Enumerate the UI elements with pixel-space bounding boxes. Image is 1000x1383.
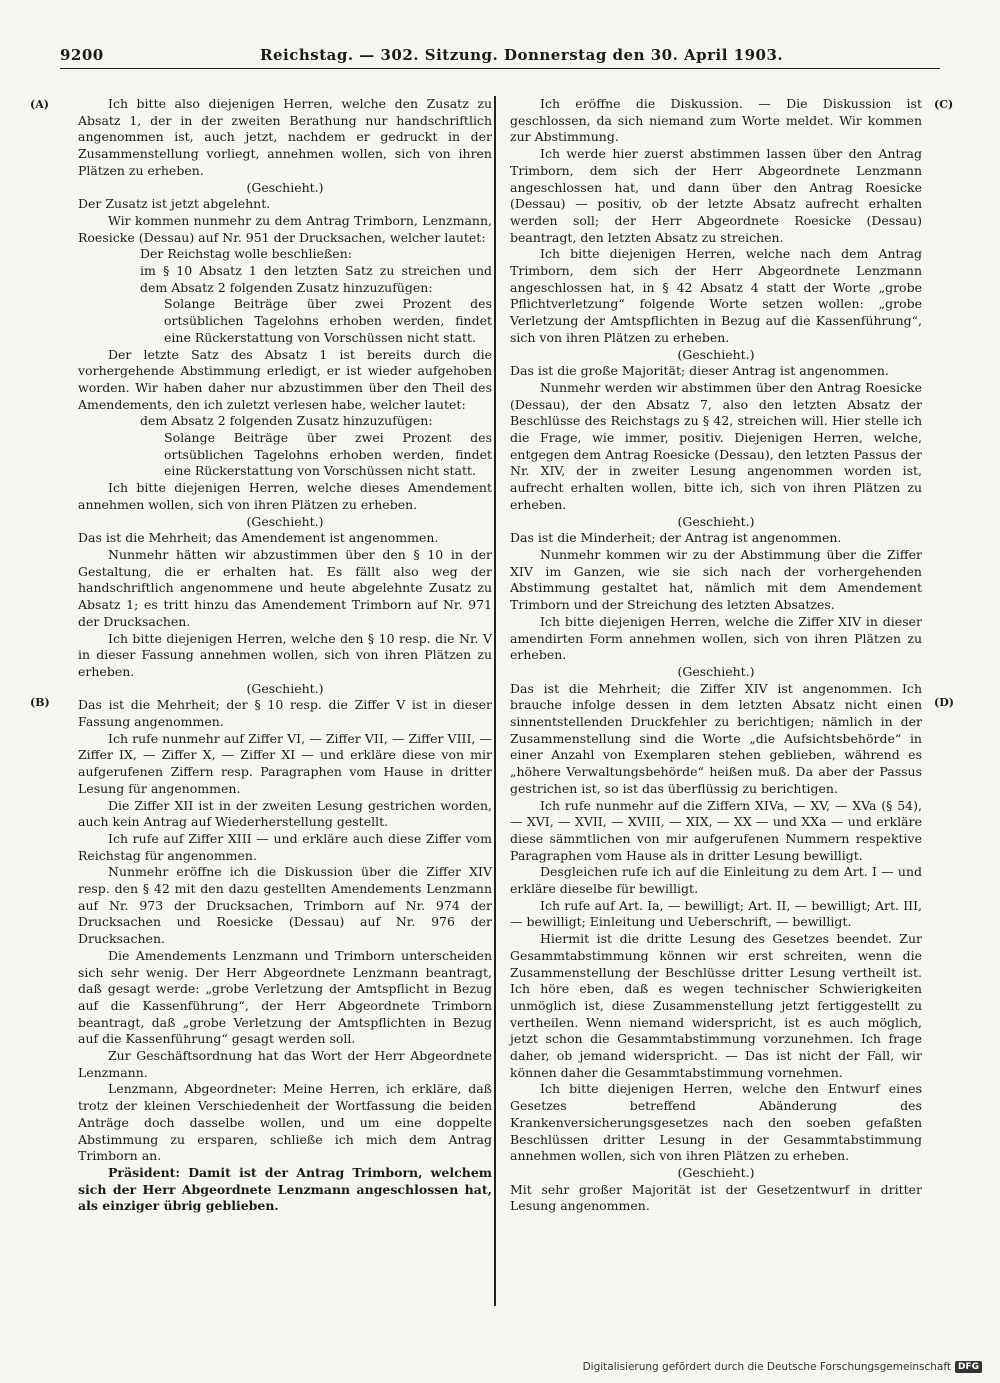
paragraph: Nunmehr werden wir abstimmen über den Antrag Roesicke (Dessau), der den Absatz 7, also den letzten Absatz der Beschlüsse des Reichstags zu § 42, streichen will. Hier stelle ich die Frage, wie immer, positiv. Diejenigen Herren, welche, entgegen dem Antrag Roesicke (Dessau), den letzten Passus der Nr. XIV, der in zweiter Lesung angenommen worden ist, aufrecht erhalten wollen, bitte ich, sich von ihren Plätzen zu erheben. bbox=[510, 379, 922, 512]
digitization-footer bbox=[583, 1361, 982, 1373]
paragraph: Der Zusatz ist jetzt abgelehnt. bbox=[78, 196, 271, 212]
paragraph: Ich rufe nunmehr auf Ziffer VI, — Ziffer VII, — Ziffer VIII, — Ziffer IX, — Ziffer X, — Ziffer XI — und erkläre diese von mir aufgerufenen Ziffern resp. Paragraphen vom Hause in dritter Lesung für angenommen. bbox=[78, 730, 492, 796]
paragraph: Wir kommen nunmehr zu dem Antrag Trimborn, Lenzmann, Roesicke (Dessau) auf Nr. 951 der Drucksachen, welcher lautet: bbox=[78, 212, 492, 245]
stage-direction: (Geschieht.) bbox=[677, 1165, 755, 1180]
margin-mark-a: (A) bbox=[30, 98, 49, 111]
stage-direction: (Geschieht.) bbox=[677, 663, 755, 679]
paragraph: Ich eröffne die Diskussion. — Die Diskussion ist geschlossen, da sich niemand zum Worte meldet. Wir kommen zur Abstimmung. bbox=[510, 96, 922, 145]
motion-quote: dem Absatz 2 folgenden Zusatz hinzuzufügen: bbox=[140, 413, 433, 429]
paragraph: Ich rufe nunmehr auf die Ziffern XIVa, — XV, — XVa (§ 54), — XVI, — XVII, — XVIII, — XIX, — XX — und XXa — und erkläre diese sämmtlichen von mir aufgerufenen Nummern respektive Paragraphen vom Hause als in dritter Lesung bewilligt. bbox=[510, 797, 922, 863]
right-column bbox=[510, 96, 922, 1215]
dfg-logo-icon: DFG bbox=[955, 1361, 982, 1373]
paragraph: Ich rufe auf Ziffer XIII — und erkläre auch diese Ziffer vom Reichstag für angenommen. bbox=[78, 830, 492, 863]
paragraph: Die Amendements Lenzmann und Trimborn unterscheiden sich sehr wenig. Der Herr Abgeordnete Lenzmann beantragt, daß gesagt werde: „grobe Verletzung der Amtspflicht in Bezug auf die Kassenführung“, der Herr Abgeordnete Trimborn beantragt, daß „grobe Verletzung der Amtspflichten in Bezug auf die Kassenführung“ gesagt werden soll. bbox=[78, 947, 492, 1047]
motion-quote: Solange Beiträge über zwei Prozent des ortsüblichen Tagelohns erhoben werden, findet eine Rückerstattung von Vorschüssen nicht statt. bbox=[164, 296, 492, 345]
paragraph: Ich bitte diejenigen Herren, welche die Ziffer XIV in dieser amendirten Form annehmen wollen, sich von ihren Plätzen zu erheben. bbox=[510, 613, 922, 663]
paragraph: Ich rufe auf Art. Ia, — bewilligt; Art. II, — bewilligt; Art. III, — bewilligt; Einleitung und Ueberschrift, — bewilligt. bbox=[510, 897, 922, 930]
paragraph: Ich bitte diejenigen Herren, welche den Entwurf eines Gesetzes betreffend Abänderung des Krankenversicherungsgesetzes nach den soeben gefaßten Beschlüssen dritter Lesung in der Gesammtabstimmung annehmen wollen, sich von ihren Plätzen zu erheben. bbox=[510, 1081, 922, 1164]
stage-direction: (Geschieht.) bbox=[246, 513, 324, 529]
column-divider bbox=[494, 96, 496, 1306]
paragraph: Ich bitte also diejenigen Herren, welche den Zusatz zu Absatz 1, der in der zweiten Berathung nur handschriftlich angenommen ist, auch jetzt, nachdem er gedruckt in der Zusammenstellung vorliegt, annehmen wollen, sich von ihren Plätzen zu erheben. bbox=[78, 96, 492, 178]
paragraph: Das ist die Mehrheit; der § 10 resp. die Ziffer V ist in dieser Fassung angenommen. bbox=[78, 697, 492, 730]
paragraph: Der letzte Satz des Absatz 1 ist bereits durch die vorhergehende Abstimmung erledigt, er ist wieder aufgehoben worden. Wir haben daher nur abzustimmen über den Theil des Amendements, den ich zuletzt verlesen habe, welcher lautet: bbox=[78, 346, 492, 412]
paragraph: Nunmehr eröffne ich die Diskussion über die Ziffer XIV resp. den § 42 mit den dazu gestellten Amendements Lenzmann auf Nr. 973 der Drucksachen, Trimborn auf Nr. 974 der Drucksachen und Roesicke (Dessau) auf Nr. 976 der Drucksachen. bbox=[78, 864, 492, 947]
footer-text: Digitalisierung gefördert durch die Deutsche Forschungsgemeinschaft bbox=[582, 1361, 951, 1373]
paragraph: Zur Geschäftsordnung hat das Wort der Herr Abgeordnete Lenzmann. bbox=[78, 1048, 492, 1080]
speech-lenzmann: Lenzmann, Abgeordneter: Meine Herren, ich erkläre, daß trotz der kleinen Verschiedenheit der Wortfassung die beiden Anträge doch dasselbe wollen, und um eine doppelte Abstimmung zu ersparen, schließe ich mich dem Antrag Trimborn an. bbox=[78, 1081, 492, 1164]
stage-direction: (Geschieht.) bbox=[677, 346, 755, 362]
margin-mark-b: (B) bbox=[30, 696, 50, 709]
paragraph: Ich bitte diejenigen Herren, welche nach dem Antrag Trimborn, dem sich der Herr Abgeordnete Lenzmann angeschlossen hat, in § 42 Absatz 4 statt der Worte „grobe Pflichtverletzung“ folgende Worte setzen wollen: „grobe Verletzung der Amtspflichten in Bezug auf die Kassenführung“, sich von ihren Plätzen zu erheben. bbox=[510, 246, 922, 345]
running-title: Reichstag. — 302. Sitzung. Donnerstag den 30. April 1903. bbox=[260, 46, 784, 64]
header-rule bbox=[60, 68, 940, 69]
paragraph: Das ist die Mehrheit; das Amendement ist angenommen. bbox=[78, 530, 439, 546]
stage-direction: (Geschieht.) bbox=[246, 179, 324, 195]
paragraph: Nunmehr kommen wir zu der Abstimmung über die Ziffer XIV im Ganzen, wie sie sich nach der vorhergehenden Abstimmung gestaltet hat, nämlich mit dem Amendement Trimborn und der Streichung des letzten Absatzes. bbox=[510, 546, 922, 613]
paragraph: Ich bitte diejenigen Herren, welche den § 10 resp. die Nr. V in dieser Fassung annehmen wollen, sich von ihren Plätzen zu erheben. bbox=[78, 630, 492, 679]
motion-quote: Der Reichstag wolle beschließen: bbox=[140, 246, 352, 262]
paragraph: Ich bitte diejenigen Herren, welche dieses Amendement annehmen wollen, sich von ihren Plätzen zu erheben. bbox=[78, 480, 492, 512]
paragraph: Mit sehr großer Majorität ist der Gesetzentwurf in dritter Lesung angenommen. bbox=[510, 1181, 922, 1214]
paragraph: Desgleichen rufe ich auf die Einleitung zu dem Art. I — und erkläre dieselbe für bewilligt. bbox=[510, 864, 922, 897]
paragraph: Das ist die Mehrheit; die Ziffer XIV ist angenommen. Ich brauche infolge dessen in dem letzten Absatz nicht einen sinnentstellenden Druckfehler zu berichtigen; nämlich in der Zusammenstellung sind die Worte „die Aufsichtsbehörde“ in einer Anzahl von Exemplaren stehen geblieben, während es „höhere Verwaltungsbehörde“ heißen muß. Da aber der Passus gestrichen ist, so ist das überflüssig zu berichtigen. bbox=[510, 680, 922, 796]
motion-quote: im § 10 Absatz 1 den letzten Satz zu streichen und dem Absatz 2 folgenden Zusatz hinzuzufügen: bbox=[140, 263, 492, 295]
paragraph: Nunmehr hätten wir abzustimmen über den § 10 in der Gestaltung, die er erhalten hat. Es fällt also weg der handschriftlich angenommene und heute abgelehnte Zusatz zu Absatz 1; es tritt hinzu das Amendement Trimborn auf Nr. 971 der Drucksachen. bbox=[78, 546, 492, 629]
paragraph: Ich werde hier zuerst abstimmen lassen über den Antrag Trimborn, dem sich der Herr Abgeordnete Lenzmann angeschlossen hat, und dann über den Antrag Roesicke (Dessau) — positiv, ob der letzte Absatz aufrecht erhalten werden soll; der Herr Abgeordnete Roesicke (Dessau) beantragt, den letzten Absatz zu streichen. bbox=[510, 146, 922, 245]
margin-mark-c: (C) bbox=[934, 98, 954, 111]
stage-direction: (Geschieht.) bbox=[246, 680, 324, 696]
paragraph: Die Ziffer XII ist in der zweiten Lesung gestrichen worden, auch kein Antrag auf Wiederherstellung gestellt. bbox=[78, 797, 492, 830]
left-column bbox=[78, 96, 492, 1215]
page-number: 9200 bbox=[60, 46, 104, 64]
motion-quote: Solange Beiträge über zwei Prozent des ortsüblichen Tagelohns erhoben werden, findet eine Rückerstattung von Vorschüssen nicht statt. bbox=[164, 430, 492, 479]
margin-mark-d: (D) bbox=[934, 696, 954, 709]
page-header bbox=[60, 46, 940, 72]
paragraph: Hiermit ist die dritte Lesung des Gesetzes beendet. Zur Gesammtabstimmung können wir erst schreiten, wenn die Zusammenstellung der Beschlüsse dritter Lesung vertheilt ist. Ich höre eben, daß es wegen technischer Schwierigkeiten unmöglich ist, diese Zusammenstellung jetzt fertiggestellt zu vertheilen. Wenn niemand widerspricht, ist es auch möglich, jetzt schon die Gesammtabstimmung vorzunehmen. Ich frage daher, ob jemand widerspricht. — Das ist nicht der Fall, wir können daher die Gesammtabstimmung vornehmen. bbox=[510, 931, 922, 1080]
paragraph: Das ist die große Majorität; dieser Antrag ist angenommen. bbox=[510, 363, 889, 379]
speech-praesident: Präsident: Damit ist der Antrag Trimborn, welchem sich der Herr Abgeordnete Lenzmann angeschlossen hat, als einziger übrig geblieben. bbox=[78, 1165, 492, 1214]
paragraph: Das ist die Minderheit; der Antrag ist angenommen. bbox=[510, 530, 842, 546]
stage-direction: (Geschieht.) bbox=[677, 513, 755, 529]
